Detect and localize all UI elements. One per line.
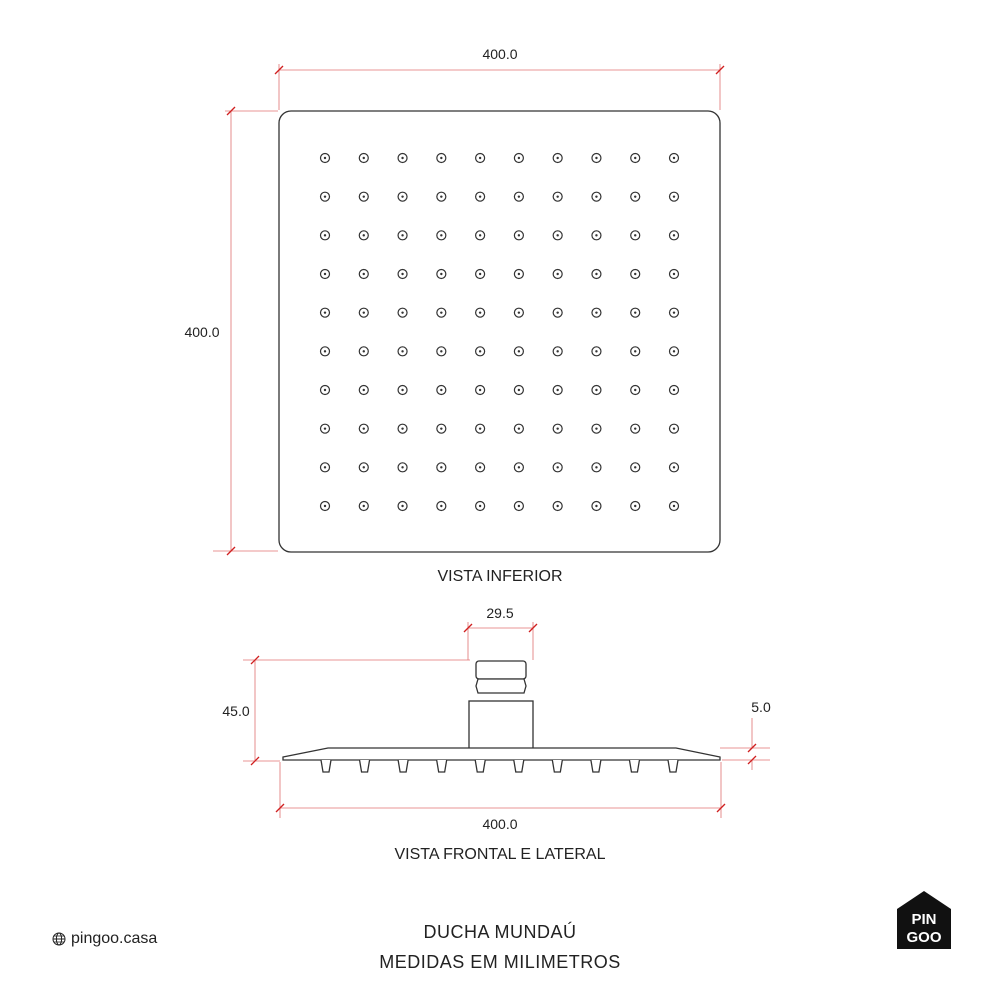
connector-width-label: 29.5 [486,605,514,621]
spray-hole-center [440,234,442,236]
connector-tube [469,701,533,750]
logo-line1: PIN [911,911,937,928]
spray-hole-center [556,273,558,275]
website-text: pingoo.casa [71,930,158,947]
spray-hole-center [556,157,558,159]
spray-hole-center [556,466,558,468]
spray-hole-center [634,234,636,236]
spray-hole-center [518,195,520,197]
spray-hole-center [595,311,597,313]
side-width-dimension [276,762,725,832]
spray-hole-center [595,157,597,159]
spray-hole-center [556,195,558,197]
spray-hole-center [518,389,520,391]
spray-hole-center [556,389,558,391]
connector-assembly [469,661,533,750]
shower-plate-profile [283,748,720,760]
logo-line2: GOO [906,929,942,946]
nozzle [475,760,485,772]
spray-hole-center [518,234,520,236]
spray-hole-center [324,350,326,352]
spray-hole-center [401,195,403,197]
spray-hole-center [634,389,636,391]
side-view [222,605,771,863]
spray-hole-center [673,350,675,352]
spray-hole-center [673,273,675,275]
spray-hole-center [440,273,442,275]
spray-hole-center [556,350,558,352]
spray-hole-center [479,195,481,197]
bottom-height-dimension [184,107,278,555]
spray-hole-center [479,311,481,313]
bottom-view [184,46,724,585]
spray-hole-center [324,505,326,507]
spray-hole-center [518,273,520,275]
spray-hole-center [518,350,520,352]
connector-nut [476,661,526,679]
spray-hole-center [324,466,326,468]
spray-hole-center [634,311,636,313]
bottom-view-label: VISTA INFERIOR [437,568,563,585]
spray-hole-center [479,273,481,275]
spray-hole-center [673,505,675,507]
connector-collar [476,679,526,693]
side-view-label: VISTA FRONTAL E LATERAL [394,846,606,863]
spray-hole-center [440,389,442,391]
spray-hole-center [401,466,403,468]
pingoo-logo [897,891,951,949]
spray-hole-center [401,350,403,352]
spray-hole-center [556,311,558,313]
nozzle [398,760,408,772]
spray-hole-center [634,350,636,352]
spray-hole-center [673,389,675,391]
spray-hole-center [673,427,675,429]
nozzle [514,760,524,772]
shower-plate-outline [279,111,720,552]
spray-hole-center [673,234,675,236]
spray-hole-center [440,427,442,429]
side-width-label: 400.0 [482,816,518,832]
spray-hole-center [363,466,365,468]
spray-hole-center [479,466,481,468]
nozzle [629,760,639,772]
spray-hole-center [479,234,481,236]
nozzle [437,760,447,772]
spray-hole-center [556,234,558,236]
spray-hole-center [440,195,442,197]
spray-hole-center [673,311,675,313]
spray-hole-center [440,157,442,159]
spray-hole-center [324,427,326,429]
spray-hole-center [363,195,365,197]
spray-hole-center [673,466,675,468]
connector-width-dimension [464,605,537,660]
spray-hole-center [634,427,636,429]
spray-hole-center [634,195,636,197]
spray-hole-center [401,505,403,507]
spray-hole-center [634,505,636,507]
spray-hole-center [595,234,597,236]
spray-hole-center [324,157,326,159]
side-height-label: 45.0 [222,703,250,719]
spray-hole-center [324,273,326,275]
spray-hole-center [556,505,558,507]
spray-hole-center [401,427,403,429]
plate-thickness-label: 5.0 [751,699,771,715]
bottom-width-dimension [275,46,724,110]
spray-hole-center [401,234,403,236]
spray-hole-center [595,350,597,352]
spray-hole-center [595,505,597,507]
spray-hole-center [479,350,481,352]
spray-hole-center [518,466,520,468]
units-note: MEDIDAS EM MILIMETROS [379,952,621,972]
spray-hole-center [401,273,403,275]
spray-hole-center [401,157,403,159]
spray-hole-center [363,234,365,236]
spray-hole-center [440,466,442,468]
spray-hole-center [440,311,442,313]
spray-hole-center [518,505,520,507]
nozzle [552,760,562,772]
spray-hole-center [324,195,326,197]
spray-hole-center [440,505,442,507]
nozzle [668,760,678,772]
spray-hole-center [479,427,481,429]
nozzle [321,760,331,772]
spray-hole-center [673,195,675,197]
spray-hole-center [518,427,520,429]
spray-hole-center [556,427,558,429]
spray-hole-center [401,389,403,391]
spray-hole-center [363,427,365,429]
product-title: DUCHA MUNDAÚ [423,922,577,942]
spray-hole-center [479,505,481,507]
spray-hole-center [595,389,597,391]
spray-hole-center [363,389,365,391]
spray-hole-center [324,234,326,236]
spray-hole-center [363,505,365,507]
spray-hole-center [634,157,636,159]
spray-hole-center [634,466,636,468]
bottom-width-label: 400.0 [482,46,518,62]
spray-hole-center [634,273,636,275]
spray-hole-center [324,311,326,313]
spray-hole-center [673,157,675,159]
spray-hole-center [595,466,597,468]
spray-hole-center [440,350,442,352]
spray-hole-center [363,311,365,313]
spray-hole-center [595,195,597,197]
bottom-height-label: 400.0 [184,324,220,340]
spray-hole-center [324,389,326,391]
spray-hole-center [595,427,597,429]
spray-hole-center [363,273,365,275]
spray-hole-center [518,157,520,159]
spray-hole-center [363,157,365,159]
spray-hole-center [518,311,520,313]
plate-thickness-dimension [720,699,771,770]
spray-hole-center [595,273,597,275]
spray-hole-center [401,311,403,313]
spray-hole-center [363,350,365,352]
nozzle [360,760,370,772]
nozzle [591,760,601,772]
spray-hole-center [479,389,481,391]
nozzle-row [321,760,678,772]
spray-hole-center [479,157,481,159]
